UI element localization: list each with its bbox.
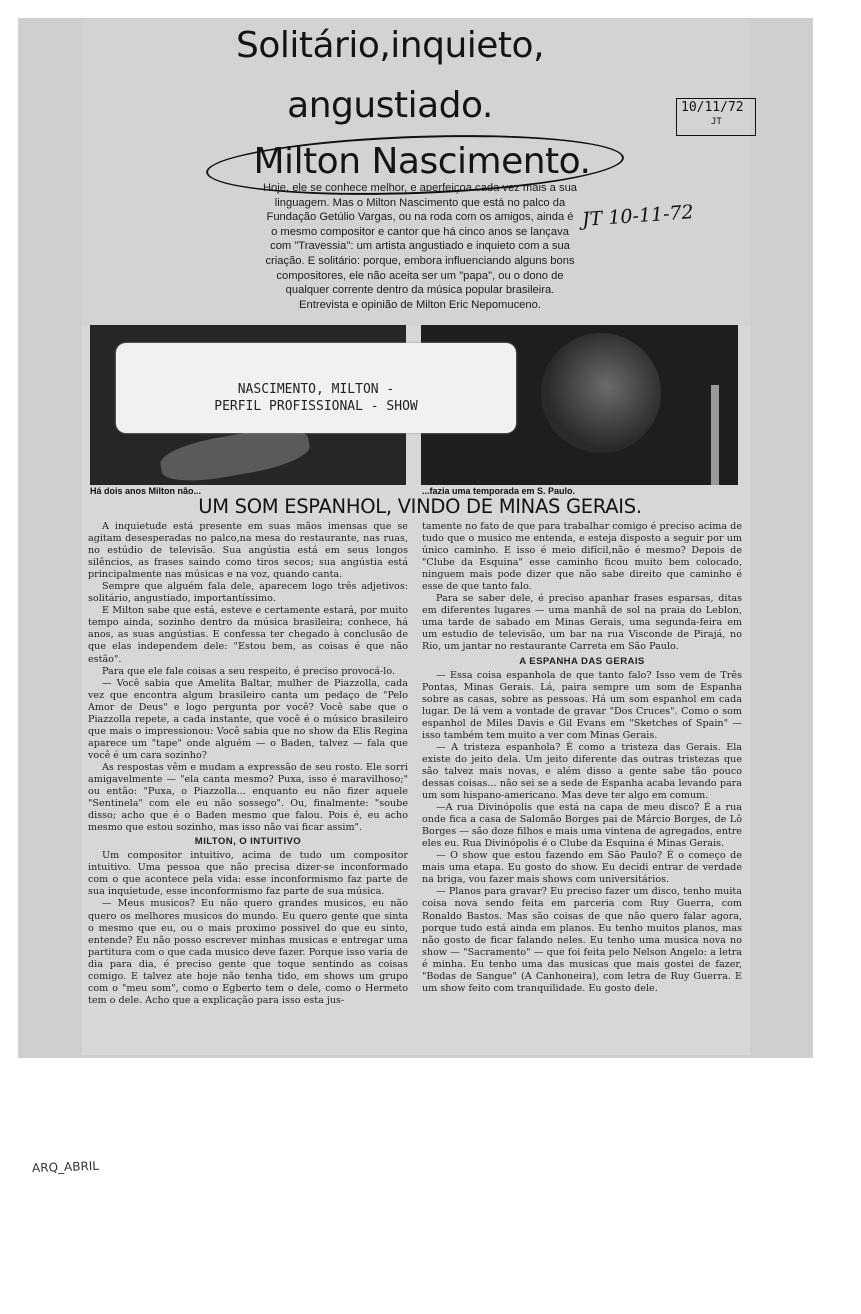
section-heading: MILTON, O INTUITIVO xyxy=(194,836,302,848)
headline-name: Milton Nascimento. xyxy=(253,141,591,182)
handwritten-date: JT 10-11-72 xyxy=(581,201,695,231)
paragraph: As respostas vêm e mudam a expressão de seu rosto. Ele sorri amigavelmente — "ela canta mesmo? Puxa, isso é maravilhoso;" ou então: "Puxa, o Piazzolla... enquanto eu não fizer aquele "Sentinela" com ele eu não sossego". Ou, finalmente: "soube disso; acho que é o Baden mesmo que falou. Pois é, eu acho mesmo que estou sozinho, mas isso não vai ficar assim". xyxy=(88,761,408,834)
paragraph: —A rua Divinópolis que está na capa de meu disco? É a rua onde fica a casa de Salomão Borges pai de Márcio Borges, de Lô Borges — são doze filhos e mais uma vintena de agregados, entre eles eu. Rua Divinópolis é o Clube da Esquina é Minas Gerais. xyxy=(422,802,742,850)
paragraph: A inquietude está presente em suas mãos imensas que se agitam desesperadas no palco,na mesa do restaurante, nas ruas, no estúdio de televisão. Sua angústia está em seus longos silêncios, as frases saindo como tiros secos; sua angústia está principalmente nas músicas e na voz, quando canta. xyxy=(88,521,408,581)
intro-text: Hoje, ele se conhece melhor, e aperfeiçoa cada vez mais a sua linguagem. Mas o Milton Nascimento que está no palco da Fundação Getúlio Vargas, ou na roda com os amigos, ainda é o mesmo compositor e cantor que há cinco anos se lançava com "Travessia": um artista angustiado e inquieto com a sua criação. E solitário: porque, embora influenciando alguns bons compositores, ele não aceita ser um "papa", ou o dono de qualquer corrente dentro da música popular brasileira. Entrevista e opinião de Milton Eric Nepomuceno. xyxy=(262,182,578,311)
photo-caption-left: Há dois anos Milton não... xyxy=(90,486,202,496)
section-heading: A ESPANHA DAS GERAIS xyxy=(519,655,645,667)
headline-line-2: angustiado. xyxy=(287,85,493,126)
paragraph: Para se saber dele, é preciso apanhar frases esparsas, ditas em diferentes lugares — uma manhã de sol na praia do Leblon, uma tarde de sabado em Minas Gerais, uma segunda-feira em um estudio de televisão, um bar na rua Visconde de Pirajá, no Rio, um jantar no restaurante Carreta em São Paulo. xyxy=(422,593,742,653)
paragraph: — Você sabia que Amelita Baltar, mulher de Piazzolla, cada vez que encontra algum brasileiro canta um pedaço de "Pelo Amor de Deus" e logo pergunta por você? Você sabe que o Piazzolla repete, a cada instante, que você é o músico brasileiro que mais o impressionou: Você sabia que no show da Elis Regina aparece um "tape" onde alguém — o Baden, talvez — fala que você é um cara sozinho? xyxy=(88,677,408,761)
paragraph: — Meus musicos? Eu não quero grandes musicos, eu não quero os melhores musicos do mundo. Eu quero gente que sinta o mesmo que eu, ou o mais proximo possivel do que eu sinto, entende? Eu não posso escrever minhas musicas e entregar uma partitura com o que cada musico deve fazer. Porque isso varia de dia para dia, é preciso gente que toque sentindo as coisas comigo. E talvez ate hoje não tenha tido, em shows um grupo com o "meu som", como o Egberto tem o dele, como o Hermeto tem o dele. Acho que a explicação para isso esta jus- xyxy=(88,898,408,1006)
paragraph: Um compositor intuitivo, acima de tudo um compositor intuitivo. Uma pessoa que não precisa dizer-se inconformado com o que acontece pela vida: esse inconformismo faz parte de sua inquietude, esse inconformismo faz parte de sua música. xyxy=(88,850,408,898)
paragraph: tamente no fato de que para trabalhar comigo é preciso acima de tudo que o musico me entenda, e esteja disposto a seguir por um único caminho. E isso é meio difícil,não é mesmo? Depois de "Clube da Esquina" esse caminho ficou muito bem colocado, ninguem mais pode dizer que não sabe direito que caminho é esse de que tanto falo. xyxy=(422,521,742,593)
date-stamp xyxy=(676,98,756,136)
paragraph: Para que ele fale coisas a seu respeito, é preciso provocá-lo. xyxy=(102,665,396,677)
stamp-sub: JT xyxy=(711,117,722,127)
archive-label-line-1: NASCIMENTO, MILTON - xyxy=(237,382,395,397)
paragraph: — O show que estou fazendo em São Paulo? É o começo de mais uma etapa. Eu gosto do show. Eu decidi entrar de verdade na briga, vou fazer mais shows com universitários. xyxy=(422,850,742,886)
archive-label-line-2: PERFIL PROFISSIONAL - SHOW xyxy=(214,399,418,414)
article-column-1 xyxy=(88,521,408,1007)
paragraph: E Milton sabe que está, esteve e certamente estará, por muito tempo ainda, sozinho dentro da música brasileira; conhece, há anos, as suas angústias. E confessa ter chegado à conclusão de que elas independem dele: "Estou bem, as coisas é que não estão". xyxy=(88,605,408,665)
portrait-shape xyxy=(541,333,661,453)
microphone-shape xyxy=(711,385,719,485)
paragraph: — A tristeza espanhola? É como a tristeza das Gerais. Ela existe do jeito dela. Um jeito diferente das outras tristezas que são talvez mais novas, e além disso a gente sabe tão pouco dessas coisas... não sei se a sede de Espanha acaba levando para um som hispano-americano. Mas deve ter algo em comum. xyxy=(422,741,742,802)
photo-caption-right: ...fazia uma temporada em S. Paulo. xyxy=(422,486,576,496)
paragraph: — Planos para gravar? Eu preciso fazer um disco, tenho muita coisa nova sendo feita em parceria com Ruy Guerra, com Ronaldo Bastos. Mas são coisas de que não quero falar agora, porque tudo está ainda em planos. Eu tenho muitos planos, mas não gosto de ficar falando neles. Eu tenho uma musica nova no show — "Sacramento" — que foi feita pelo Nelson Angelo: a letra é minha. Eu tenho uma das musicas que mais gostei de fazer, "Bodas de Sangue" (A Canhoneira), com letra de Ruy Guerra. E um show feito com tranquilidade. Eu gosto dele. xyxy=(422,886,742,994)
subheadline: UM SOM ESPANHOL, VINDO DE MINAS GERAIS. xyxy=(198,495,642,518)
paragraph: Sempre que alguém fala dele, aparecem logo três adjetivos: solitário, angustiado, importantíssimo. xyxy=(88,581,408,605)
archive-note: ARQ_ABRIL xyxy=(31,1158,100,1176)
headline-line-1: Solitário,inquieto, xyxy=(235,25,545,66)
paragraph: — Essa coisa espanhola de que tanto falo? Isso vem de Três Pontas, Minas Gerais. Lá, paira sempre um som de Espanha sobre as casas, sobre as pessoas. Há um som espanhol em cada lugar. De lá vem a vontade de gravar "Dos Cruces". Como o som espanhol de Miles Davis e Gil Evans em "Sketches of Spain" — isso também tem muito a ver com Minas Gerais. xyxy=(422,669,742,741)
archive-label xyxy=(116,343,516,433)
article-column-2 xyxy=(422,521,742,995)
stamp-number: 10/11/72 xyxy=(681,100,744,115)
